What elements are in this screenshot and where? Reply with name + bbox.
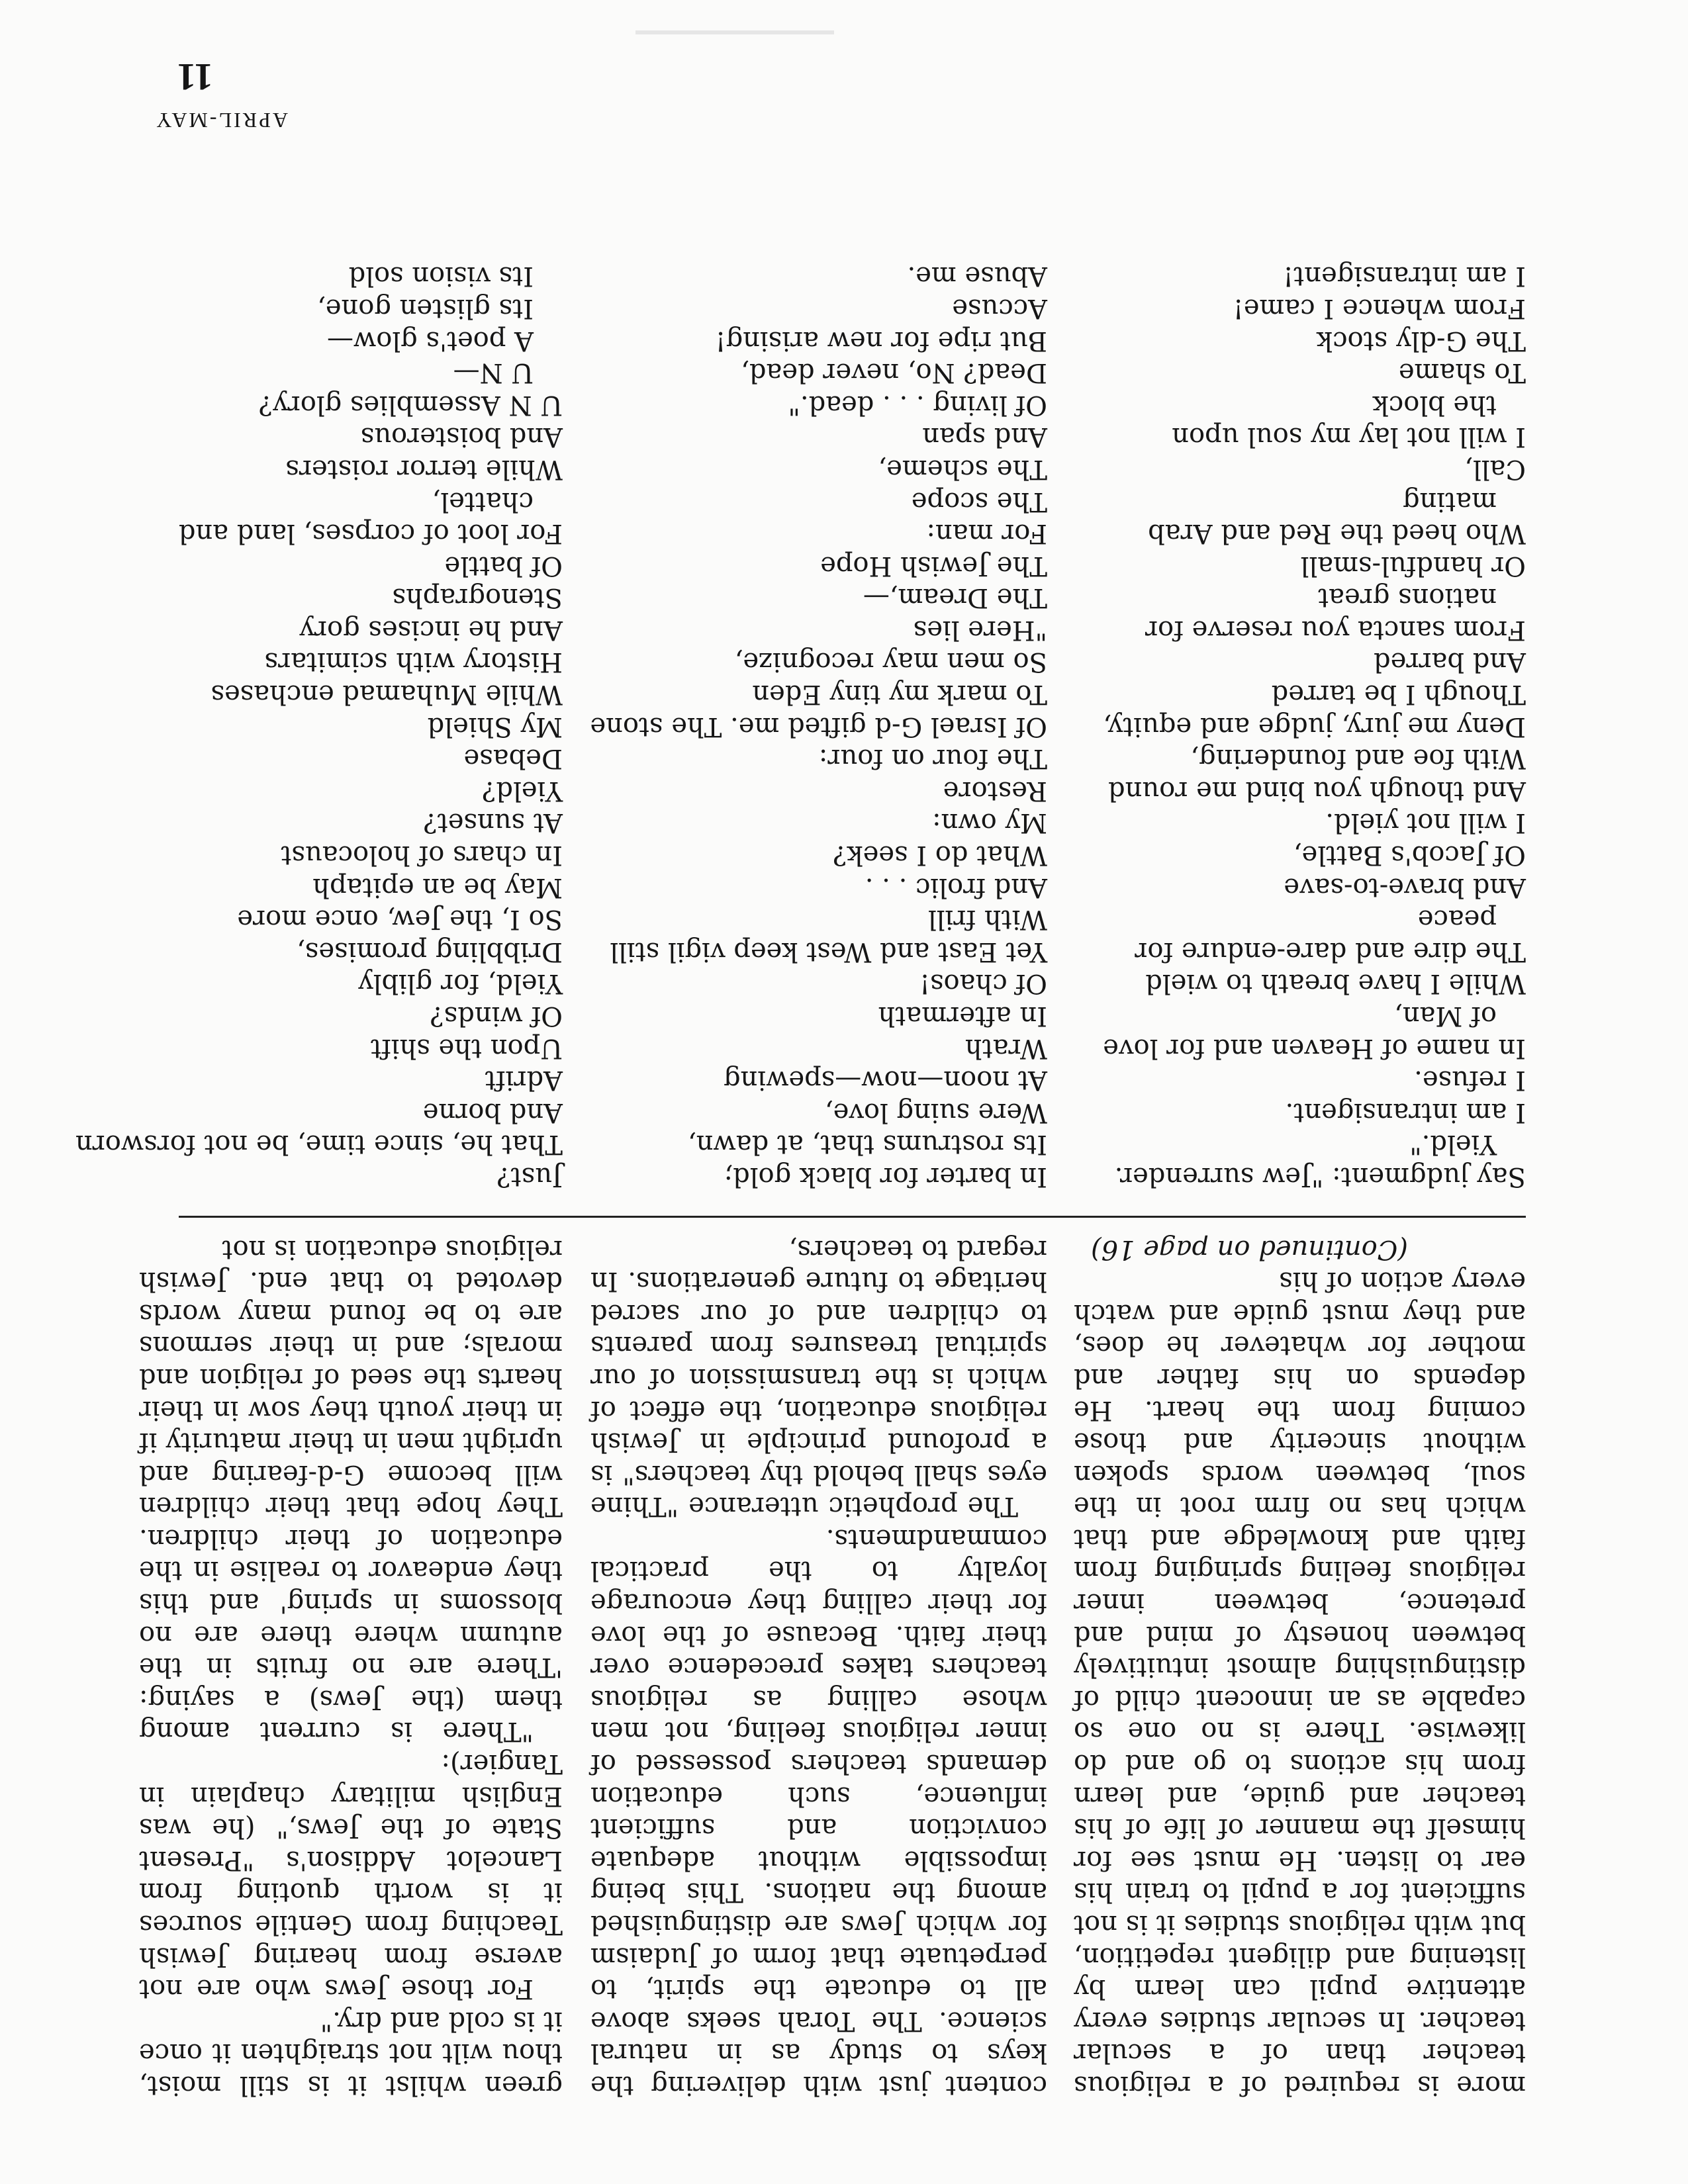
poem-line: A poet's glow—	[327, 325, 534, 356]
poem-line: Say judgment: "Jew surrender.	[1114, 1161, 1526, 1192]
article-paragraph: content just with delivering the keys to study as in natural science. The Torah seeks above all to educate the spirit, to perpetuate that form of Judaism for which Jews are distinguished among the nations. This being impossible without adequate conviction and sufficient influence, such education demands teachers possessed of inner religious feeling, not men whose calling as religious teachers takes precedence over their faith. Because of the love for their calling they encourage loyalty to the practical commandments.	[590, 1523, 1047, 2101]
poem-line: May be an epitaph	[312, 872, 563, 903]
poem-line: Call,	[1464, 453, 1526, 484]
poem-line: The Dream,—	[863, 582, 1047, 614]
poem-column-1	[1069, 260, 1526, 1193]
poem-line: And he incises gory	[299, 614, 563, 645]
poem-line: nations great	[1318, 582, 1497, 614]
poem-line: So I, the Jew, once more	[237, 904, 563, 935]
poem-line: I refuse.	[1414, 1065, 1526, 1096]
poem-line: the block	[1372, 389, 1497, 420]
poem-line: Yield, for glibly	[358, 968, 563, 999]
poem-line: Of winds?	[430, 1001, 563, 1032]
poem-line: Of Jacob's Battle,	[1293, 840, 1526, 871]
poem-line: Debase	[463, 743, 563, 774]
poem-line: At sunset?	[423, 807, 563, 839]
poem-line: Yield."	[1409, 1129, 1497, 1160]
poem-line: And barred	[1374, 647, 1526, 678]
poem-line: Its glisten gone,	[317, 293, 534, 324]
poem-line: And borne	[422, 1097, 563, 1128]
poem-line: While terror roisters	[285, 453, 563, 484]
poem-line: I am intransigent.	[1285, 1097, 1526, 1128]
poem-line: of Man,	[1394, 1001, 1497, 1032]
poem-line: Of living . . . dead."	[788, 389, 1047, 420]
poem-line: My Shield	[427, 711, 563, 742]
poem-line: My own:	[932, 807, 1047, 839]
poem-line: Or handful-small	[1300, 550, 1526, 581]
poem-line: U N—	[453, 357, 534, 388]
poem-line: From whence I came!	[1233, 293, 1526, 324]
poem-line: And boisterous	[360, 422, 563, 453]
poem-line: What do I seek?	[833, 840, 1047, 871]
poem-line: And span	[922, 422, 1047, 453]
poem-line: With frill	[927, 904, 1047, 935]
poem-line: To mark my tiny Eden	[752, 679, 1047, 710]
poem-column-3	[75, 260, 563, 1193]
poem-line: I will not lay my soul upon	[1172, 422, 1526, 453]
poem-line: That he, since time, be not forsworn	[75, 1129, 563, 1160]
poem-line: Were suing love,	[824, 1097, 1047, 1128]
poem-line: "Here lies	[913, 614, 1047, 645]
poem-line: For loot of corpses, land and	[178, 518, 563, 549]
article-paragraph: more is required of a religious teacher than of a secular teacher. In secular studies every attentive pupil can learn by listening and diligent repetition, but with religious studies it is not sufficient for a pupil to train his ear to listen. He must see for himself the manner of life of his teacher and guide, and learn from his actions to go and do likewise. There is no one so capable as an innocent child of distinguishing almost intuitively between honesty of mind and pretence, between inner religious feeling springing from faith and knowledge and that which has no firm root in the soul, between words spoken without sincerity and those coming from the heart. He depends on his father and mother for whatever he does, and they must guide and watch every action of his	[1074, 1266, 1526, 2101]
poem-line: The G-dly stock	[1316, 325, 1526, 356]
poem-line: To shame	[1398, 357, 1526, 388]
poem-line: While Muhamad enchases	[211, 679, 563, 710]
poem-line: Dribbling promises,	[297, 936, 563, 967]
poem-line: Of chaos!	[919, 968, 1047, 999]
article-column-3	[139, 1233, 563, 2101]
poem-column-2	[590, 260, 1047, 1193]
article-column-1	[1074, 1233, 1526, 2101]
poem-line: Upon the shift	[370, 1032, 563, 1064]
poem-line: mating	[1402, 486, 1497, 517]
poem-line: In barter for black gold;	[724, 1161, 1047, 1192]
poem-line: Abuse me.	[907, 261, 1047, 292]
poem-line: The scope	[911, 486, 1047, 517]
poem-line: I am intransigent!	[1283, 261, 1526, 292]
article-column-2	[590, 1233, 1047, 2101]
poem-line: The dire and dare-endure for	[1135, 936, 1526, 967]
poem-line: Restore	[943, 775, 1047, 806]
poem-line: History with scimitars	[264, 647, 563, 678]
poem-line: But ripe for new arising!	[715, 325, 1047, 356]
article-paragraph: For those Jews who are not averse from hearing Jewish Teaching from Gentile sources it is worth quoting from Lancelot Addison's "Present State of the Jews," (he was English military chaplain in Tangier):	[139, 1749, 563, 2005]
poem-line: Wrath	[964, 1032, 1047, 1064]
poem-line: Yield?	[481, 775, 563, 806]
poem-line: From sancta you reserve for	[1145, 614, 1526, 645]
poem-line: For man:	[926, 518, 1047, 549]
bleed-through-mark	[635, 30, 834, 34]
poem-line: chattel,	[432, 486, 534, 517]
poem-line: So men may recognize,	[734, 647, 1047, 678]
poem-line: U N Assemblies glory?	[258, 389, 563, 420]
poem-line: The four on four:	[818, 743, 1047, 774]
poem-line: I will not yield.	[1325, 807, 1526, 839]
poem-line: And brave-to-save	[1284, 872, 1526, 903]
poem-line: Of Israel G-d gifted me. The stone	[590, 711, 1047, 742]
poem-line: Its rostrums that, at dawn,	[688, 1129, 1047, 1160]
poem-line: Its vision sold	[348, 261, 534, 292]
article-paragraph: "There is current among them (the Jews) a saying: 'There are no fruits in the autumn where there are no blossoms in spring' and this they endeavor to realise in the education of their children. They hope that their children will become G-d-fearing and upright men in their maturity if in their youth they sow in their hearts the seed of religion and morals; and in their sermons are to be found many words devoted to that end. Jewish religious education is not	[139, 1234, 563, 1747]
article-paragraph: The prophetic utterance "Thine eyes shall behold thy teachers" is a profound principle in Jewish religious education, the effect of which is the transmission of our spiritual treasures from parents to children and of our sacred heritage to future generations. In regard to teachers,	[590, 1234, 1047, 1522]
continued-note: (Continued on page 16)	[1091, 1234, 1408, 1265]
poem-line: While I have breath to wield	[1145, 968, 1526, 999]
poem-line: And frolic . . .	[865, 872, 1047, 903]
poem-line: In aftermath	[878, 1001, 1047, 1032]
poem-line: Of battle	[444, 550, 563, 581]
poem-line: Stenographs	[392, 582, 563, 614]
poem-line: Deny me jury, judge and equity,	[1103, 711, 1526, 742]
poem-line: At noon—now—spewing	[724, 1065, 1047, 1096]
poem-line: Adrift	[485, 1065, 563, 1096]
page-number: 11	[177, 56, 213, 99]
poem-line: Dead? No, never dead,	[741, 357, 1047, 388]
poem-line: peace	[1417, 904, 1497, 935]
section-rule	[179, 1216, 1526, 1218]
poem-line: Accuse	[952, 293, 1047, 324]
poem-line: And though you bind me round	[1107, 775, 1526, 806]
poem-line: With foe and foundering,	[1190, 743, 1526, 774]
poem-line: Though I be tarred	[1271, 679, 1526, 710]
issue-label: APRIL-MAY	[154, 109, 288, 132]
article-paragraph: green whilst it is still moist, thou wilt not straighten it once it is cold and dry."	[139, 2005, 563, 2101]
poem-line: Just?	[496, 1161, 563, 1192]
poem-line: Yet East and West keep vigil still	[610, 936, 1047, 967]
poem-line: The scheme,	[878, 453, 1047, 484]
poem-line: In chars of holocaust	[281, 840, 563, 871]
poem-line: In name of Heaven and for love	[1103, 1032, 1526, 1064]
poem-line: The Jewish Hope	[820, 550, 1047, 581]
poem-line: Who heed the Red and Arab	[1148, 518, 1526, 549]
